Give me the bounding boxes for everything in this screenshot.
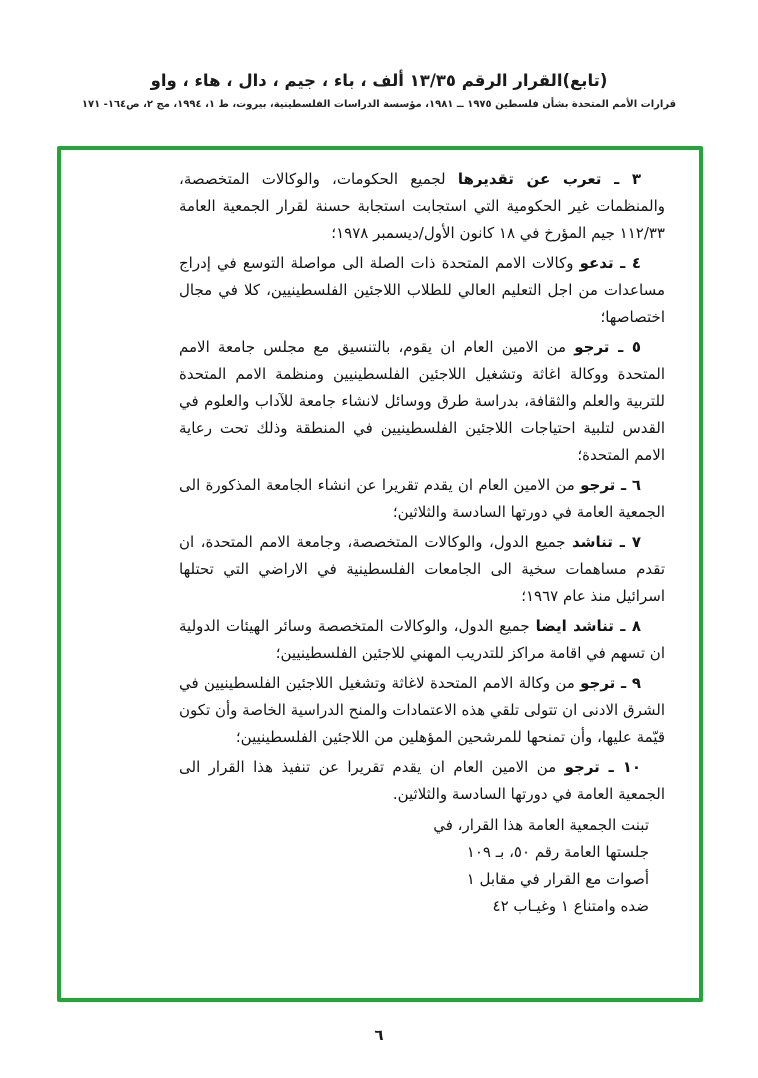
paragraph-lead: ٥ ـ ترجو bbox=[574, 338, 642, 356]
paragraph-lead: ١٠ ـ ترجو bbox=[564, 758, 641, 776]
resolution-paragraph bbox=[179, 250, 665, 331]
adoption-line: جلستها العامة رقم ٥٠، بـ ١٠٩ bbox=[466, 843, 649, 861]
paragraph-lead: ٦ ـ ترجو bbox=[580, 476, 642, 494]
source-citation: قرارات الأمم المتحدة بشأن فلسطين ١٩٧٥ ــ ١٩٨١، مؤسسة الدراسات الفلسطينية، بيروت، ط ١، ١٩٩٤، مج ٢، ص١٦٤- ١٧١ bbox=[81, 99, 677, 110]
adoption-line: ضده وامتناع ١ وغيـاب ٤٢ bbox=[492, 897, 649, 915]
page-number: ٦ bbox=[374, 1026, 384, 1044]
resolution-paragraph bbox=[179, 529, 665, 610]
adoption-note bbox=[179, 812, 649, 920]
paragraph-text: من وكالة الامم المتحدة لاغاثة وتشغيل اللاجئين الفلسطينيين في الشرق الادنى ان تتولى تلقي هذه الاعتمادات والمنح الدراسية الخاصة وأن تكون قيّمة عليها، وأن تمنحها للمرشحين المؤهلين من اللاجئين الفلسطينيين؛ bbox=[179, 674, 665, 746]
resolution-paragraph bbox=[179, 166, 665, 247]
adoption-line: أصوات مع القرار في مقابل ١ bbox=[466, 870, 649, 888]
paragraph-lead: ٨ ـ تناشد ايضا bbox=[535, 617, 641, 635]
paragraph-text: وكالات الامم المتحدة ذات الصلة الى مواصلة التوسع في إدراج مساعدات من اجل التعليم العالي للطلاب اللاجئين الفلسطينيين، كلا في مجال اختصاصها؛ bbox=[179, 254, 665, 326]
paragraph-text: من الامين العام ان يقدم تقريرا عن انشاء الجامعة المذكورة الى الجمعية العامة في دورتها السادسة والثلاثين؛ bbox=[179, 476, 665, 521]
resolution-paragraph bbox=[179, 334, 665, 469]
resolution-body bbox=[179, 166, 665, 920]
resolution-paragraph bbox=[179, 613, 665, 667]
paragraph-text: جميع الدول، والوكالات المتخصصة وسائر الهيئات الدولية ان تسهم في اقامة مراكز للتدريب المهني للاجئين الفلسطينيين؛ bbox=[179, 617, 665, 662]
paragraph-text: من الامين العام ان يقدم تقريرا عن تنفيذ هذا القرار الى الجمعية العامة في دورتها السادسة والثلاثين. bbox=[179, 758, 665, 803]
green-border-frame bbox=[57, 146, 703, 1002]
paragraph-lead: ٩ ـ ترجو bbox=[580, 674, 641, 692]
paragraph-lead: ٤ ـ تدعو bbox=[579, 254, 641, 272]
resolution-paragraph bbox=[179, 670, 665, 751]
paragraph-text: لجميع الحكومات، والوكالات المتخصصة، والمنظمات غير الحكومية التي استجابت استجابة حسنة لقرار الجمعية العامة ١١٢/٣٣ جيم المؤرخ في ١٨ كانون الأول/ديسمبر ١٩٧٨؛ bbox=[179, 170, 665, 242]
paragraph-text: من الامين العام ان يقوم، بالتنسيق مع مجلس جامعة الامم المتحدة ووكالة اغاثة وتشغيل اللاجئين الفلسطينيين ومنظمة الامم المتحدة للتربية والعلم والثقافة، بدراسة طرق ووسائل لانشاء جامعة للآداب والعلوم في القدس لتلبية احتياجات اللاجئين الفلسطينيين في المنطقة وذلك تحت رعاية الامم المتحدة؛ bbox=[179, 338, 665, 464]
resolution-title: (تابع)القرار الرقم ١٣/٣٥ ألف ، باء ، جيم ، دال ، هاء ، واو bbox=[150, 71, 608, 90]
paragraph-lead: ٧ ـ تناشد bbox=[572, 533, 641, 551]
paragraph-lead: ٣ ـ تعرب عن تقديرها bbox=[457, 170, 641, 188]
adoption-line: تبنت الجمعية العامة هذا القرار، في bbox=[433, 816, 649, 834]
page-header bbox=[0, 70, 758, 112]
resolution-paragraph bbox=[179, 754, 665, 808]
paragraph-text: جميع الدول، والوكالات المتخصصة، وجامعة الامم المتحدة، ان تقدم مساهمات سخية الى الجامعات الفلسطينية في الاراضي التي تحتلها اسرائيل منذ عام ١٩٦٧؛ bbox=[179, 533, 665, 605]
resolution-paragraph bbox=[179, 472, 665, 526]
